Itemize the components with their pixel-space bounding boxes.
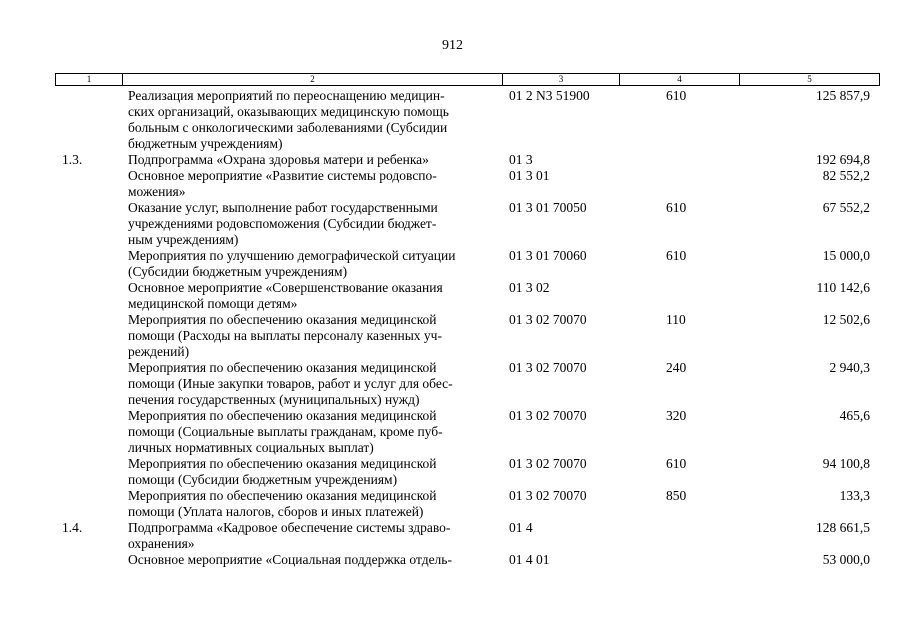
table-row [55,520,880,552]
table-row [55,456,880,488]
row-type [615,552,705,568]
header-col-3: 3 [503,74,620,85]
page-number: 912 [442,38,463,53]
row-number [55,200,128,248]
row-code: 01 3 01 [509,168,550,183]
row-sum: 192 694,8 [816,152,870,167]
row-name: Основное мероприятие «Развитие системы родовспо- можения» [128,168,437,199]
row-name: Мероприятия по улучшению демографической ситуации (Субсидии бюджетным учреждениям) [128,248,456,279]
row-code: 01 3 02 70070 [509,456,587,471]
row-type [615,280,705,312]
row-number [55,280,128,312]
row-sum: 110 142,6 [816,280,870,295]
row-name: Мероприятия по обеспечению оказания медицинской помощи (Расходы на выплаты персоналу казенных уч- реждений) [128,312,442,359]
row-number [55,488,128,520]
table-row [55,280,880,312]
row-sum: 2 940,3 [829,360,870,375]
table-row [55,152,880,168]
row-number [55,456,128,488]
row-sum: 465,6 [839,408,870,423]
row-name: Подпрограмма «Кадровое обеспечение системы здраво- охранения» [128,520,451,551]
table-row [55,168,880,200]
row-sum: 15 000,0 [822,248,870,263]
row-code: 01 2 N3 51900 [509,88,590,103]
table-row [55,408,880,456]
row-code: 01 3 02 70070 [509,488,587,503]
row-name: Основное мероприятие «Социальная поддержка отдель- [128,552,452,567]
row-code: 01 3 02 70070 [509,360,587,375]
row-name: Оказание услуг, выполнение работ государственными учреждениями родовспоможения (Субсидии бюджет- ным учреждениям) [128,200,438,247]
row-type [615,152,705,168]
row-number: 1.4. [62,520,83,535]
header-col-4: 4 [620,74,740,85]
table-row [55,360,880,408]
row-number [55,88,128,152]
row-type: 610 [666,88,687,103]
row-type: 110 [666,312,686,327]
row-number [55,248,128,280]
row-code: 01 3 02 [509,280,550,295]
row-code: 01 3 01 70050 [509,200,587,215]
row-code: 01 4 [509,520,533,535]
row-number: 1.3. [62,152,83,167]
row-code: 01 4 01 [509,552,550,567]
row-type: 610 [666,200,687,215]
row-name: Реализация мероприятий по переоснащению медицин- ских организаций, оказывающих медицинскую помощь больным с онкологическими заболеваниями (Субсидии бюджетным учреждениям) [128,88,449,151]
row-type: 610 [666,456,687,471]
row-number [55,408,128,456]
row-name: Подпрограмма «Охрана здоровья матери и ребенка» [128,152,429,167]
row-sum: 82 552,2 [822,168,870,183]
table-row [55,248,880,280]
row-sum: 53 000,0 [822,552,870,567]
header-col-5: 5 [807,74,812,84]
row-code: 01 3 02 70070 [509,408,587,423]
row-number [55,312,128,360]
row-sum: 125 857,9 [816,88,870,103]
row-name: Мероприятия по обеспечению оказания медицинской помощи (Уплата налогов, сборов и иных платежей) [128,488,437,519]
table-header [55,73,880,86]
row-name: Мероприятия по обеспечению оказания медицинской помощи (Иные закупки товаров, работ и услуг для обес- печения государственных (муниципальных) нужд) [128,360,453,407]
row-number [55,552,128,568]
row-sum: 133,3 [839,488,870,503]
row-sum: 128 661,5 [816,520,870,535]
row-type: 320 [666,408,687,423]
row-sum: 94 100,8 [822,456,870,471]
table-body [55,88,880,568]
header-col-1: 1 [56,74,123,85]
row-code: 01 3 [509,152,533,167]
row-type: 610 [666,248,687,263]
row-number [55,168,128,200]
table-row [55,312,880,360]
header-col-2: 2 [123,74,503,85]
row-number [55,360,128,408]
row-sum: 12 502,6 [822,312,870,327]
row-type: 240 [666,360,687,375]
table-row [55,488,880,520]
table-row [55,552,880,568]
row-type [615,520,705,552]
row-name: Мероприятия по обеспечению оказания медицинской помощи (Социальные выплаты гражданам, кроме пуб- личных нормативных социальных выплат) [128,408,443,455]
table-row [55,200,880,248]
row-name: Основное мероприятие «Совершенствование оказания медицинской помощи детям» [128,280,443,311]
row-name: Мероприятия по обеспечению оказания медицинской помощи (Субсидии бюджетным учреждениям) [128,456,437,487]
row-code: 01 3 02 70070 [509,312,587,327]
row-type [615,168,705,200]
row-sum: 67 552,2 [822,200,870,215]
row-type: 850 [666,488,687,503]
row-code: 01 3 01 70060 [509,248,587,263]
table-row [55,88,880,152]
